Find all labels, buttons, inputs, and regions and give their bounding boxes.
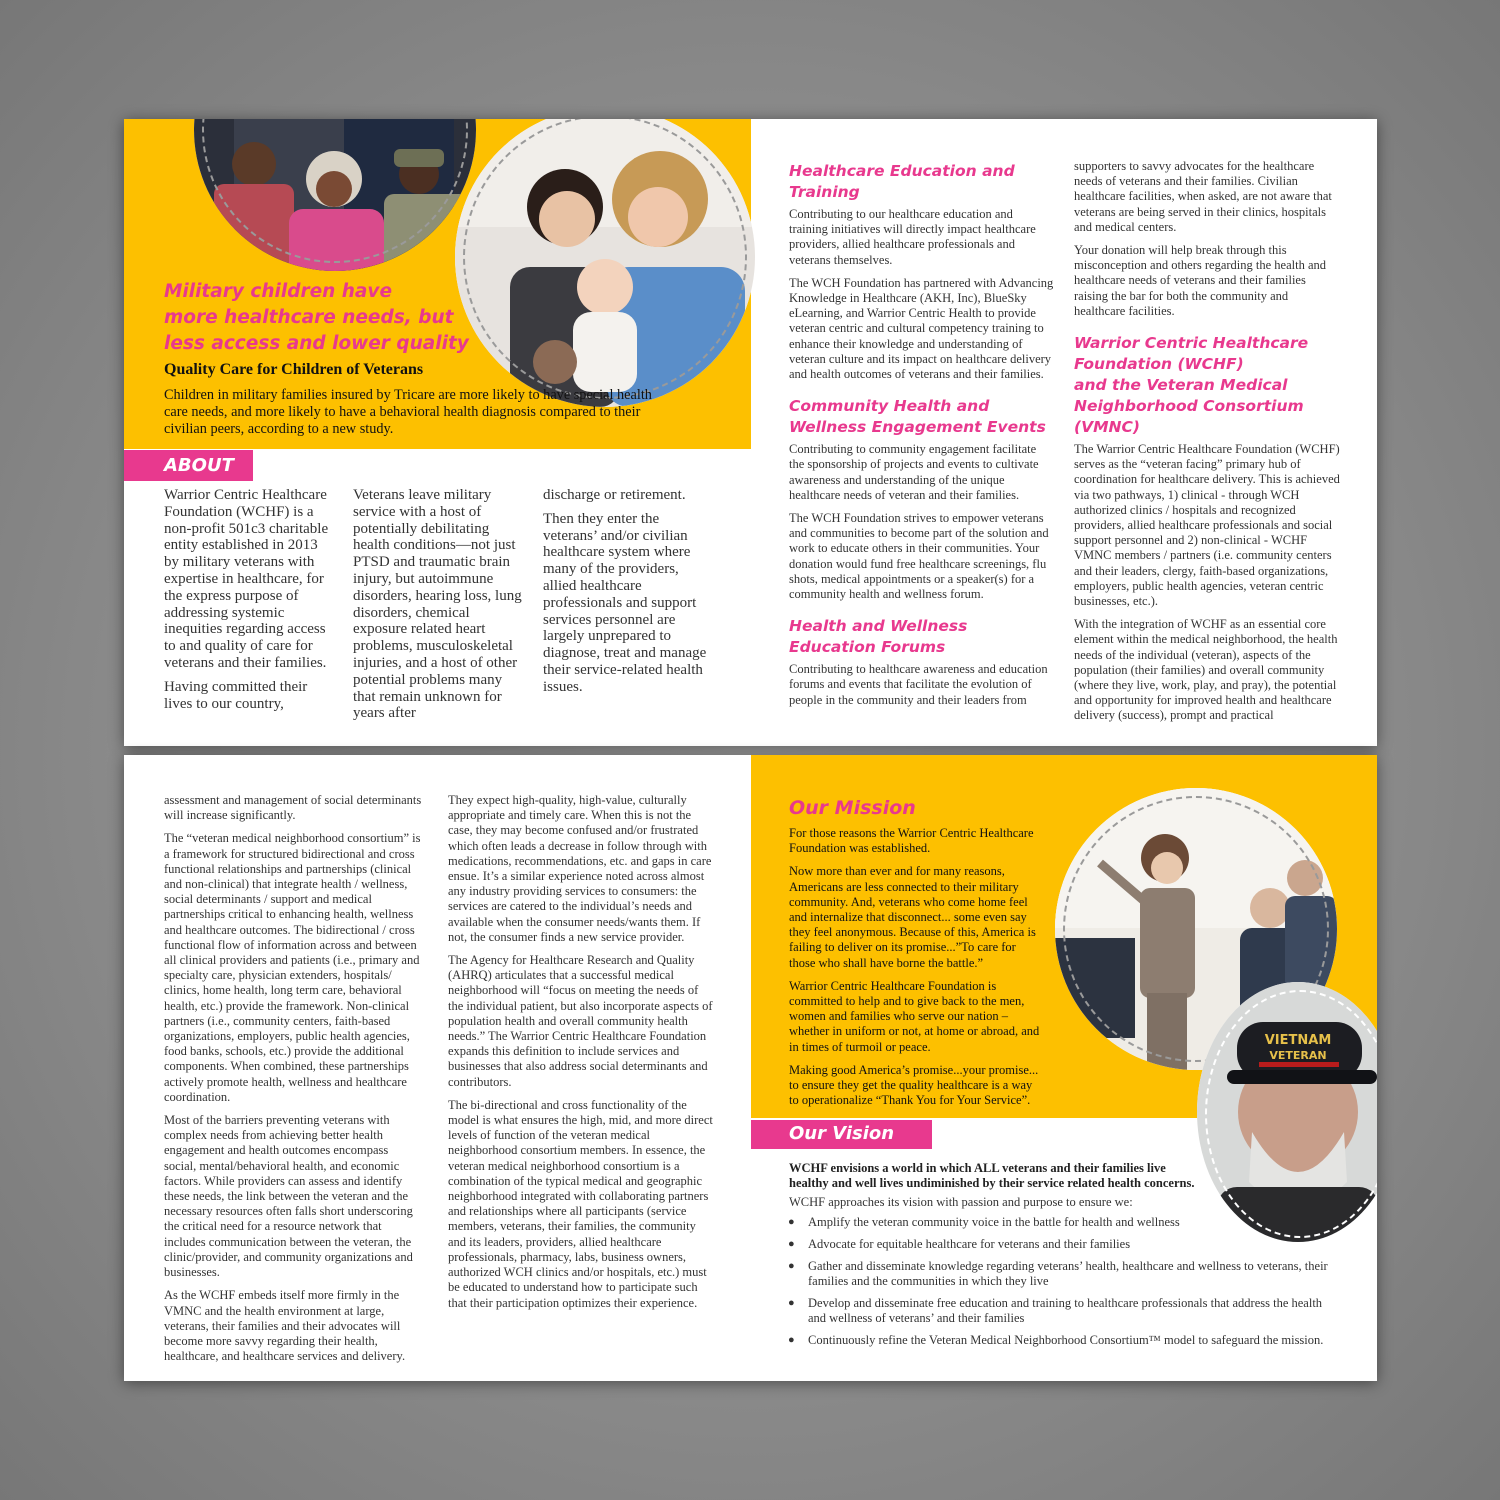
hero-subtitle: Quality Care for Children of Veterans bbox=[164, 361, 424, 378]
wchf-title-line-3: and the Veteran Medical bbox=[1074, 376, 1288, 395]
brochure-outside-spread bbox=[124, 119, 1377, 746]
right-column-b bbox=[1074, 159, 1342, 732]
about-label: ABOUT bbox=[164, 455, 234, 476]
training-title-line-2: Training bbox=[789, 183, 860, 201]
wchf-para-2: With the integration of WCHF as an essential core element within the medical neighborhood, the health needs of the individual (veteran), aspects of the population (their families) and overall community (where they live, work, play, and pray), the potential and opportunity for improved health and healthcare delivery (success), prompt and practical bbox=[1074, 617, 1338, 723]
bottom-col1-para-2: The “veteran medical neighborhood consortium” is a framework for structured bidirectional and cross functional relationships and partnerships (clinical and non-clinical) that integrate health / wellness, social determinants / support and medical partnerships critical to enhancing health, wellness and healthcare outcomes. The bidirectional / cross functional flow of information across and between all clinical providers and patients (i.e., primary and specialty care, physician extenders, hospitals/ clinics, home health, long term care, behavioral health, etc.) provide the framework. Non-clinical partners (i.e., community centers, faith-based organizations, employers, public health agencies, food banks, schools, etc.) provide the additional components. When combined, these partnerships actively promote health, wellness and healthcare coordination. bbox=[164, 831, 421, 1104]
mission-para-4: Making good America’s promise...your promise... to ensure they get the quality healthcare is a way to operationalize “Thank You for Your Service”. bbox=[789, 1062, 1039, 1108]
mission-body bbox=[789, 826, 1044, 1116]
training-section bbox=[789, 161, 1054, 716]
wchf-title-line-1: Warrior Centric Healthcare bbox=[1074, 334, 1309, 353]
bottom-column-2 bbox=[448, 793, 713, 1319]
hero-body: Children in military families insured by Tricare are more likely to have special health care needs, and more likely to have a behavioral health diagnosis compared to their civilian peers, according to a new study. bbox=[164, 387, 652, 437]
wchf-title-line-5: (VMNC) bbox=[1074, 418, 1140, 437]
vision-bullet-list bbox=[784, 1215, 1339, 1355]
vision-title: Our Vision bbox=[789, 1123, 895, 1144]
donation-para-2: Your donation will help break through this misconception and others regarding the health and healthcare needs of veterans and their families raising the bar for both the community and healthcare facilities. bbox=[1074, 243, 1327, 318]
wchf-body bbox=[1074, 442, 1342, 724]
mothers-baby-photo-border bbox=[463, 119, 747, 399]
about-column-3 bbox=[543, 487, 715, 703]
community-title bbox=[789, 396, 1054, 438]
about-column-1 bbox=[164, 487, 329, 719]
hero-headline-line-1: Military children have bbox=[164, 281, 392, 302]
training-title-line-1: Healthcare Education and bbox=[789, 162, 1015, 180]
donation-body bbox=[1074, 159, 1342, 319]
forums-body bbox=[789, 662, 1054, 708]
about-ribbon bbox=[124, 450, 253, 481]
wchf-title-line-2: Foundation (WCHF) bbox=[1074, 355, 1244, 374]
about-col3-para-2: Then they enter the veterans’ and/or civilian healthcare system where many of the providers, allied healthcare professionals and support services personnel are largely unprepared to diagnose, treat and manage their service-related health issues. bbox=[543, 510, 707, 695]
vision-bullet: ● Amplify the veteran community voice in the battle for health and wellness bbox=[784, 1215, 1339, 1230]
training-para-2: The WCH Foundation has partnered with Advancing Knowledge in Healthcare (AKH, Inc), BlueSky eLearning, and Warrior Centric Health to provide veteran centric and cultural competency training to enhance their knowledge and understanding of veteran culture and its impact on healthcare delivery and health outcomes of veterans and their families. bbox=[789, 275, 1054, 382]
hero-headline-line-3: less access and lower quality bbox=[164, 333, 469, 354]
about-col3-para-1: discharge or retirement. bbox=[543, 487, 686, 503]
vision-intro: WCHF approaches its vision with passion and purpose to ensure we: bbox=[789, 1195, 1133, 1209]
about-col2-para-1: Veterans leave military service with a host of potentially debilitating health conditions—not just PTSD and traumatic brain injury, but autoimmune disorders, hearing loss, lung disorders, chemical exposure related heart problems, musculoskeletal injuries, and a host of other potential problems many that remain unknown for years after bbox=[353, 487, 522, 722]
vision-bullet: ● Gather and disseminate knowledge regarding veterans’ health, healthcare and wellness to veterans, their families and the communities in which they live bbox=[784, 1259, 1339, 1289]
wchf-para-1: The Warrior Centric Healthcare Foundation (WCHF) serves as the “veteran facing” primary hub of coordination for healthcare delivery. This is achieved via two pathways, 1) clinical - through WCH authorized clinics / hospitals and recognized providers, allied healthcare professionals and social support personnel and 2) non-clinical - WCHF VMNC members / partners (i.e. community centers and their leaders, clergy, faith-based organizations, employers, public health agencies, veteran centric businesses, etc.). bbox=[1074, 442, 1340, 609]
vision-ribbon bbox=[751, 1120, 932, 1149]
hero-headline-line-2: more healthcare needs, but bbox=[164, 307, 454, 328]
hat-line-1: VIETNAM bbox=[1264, 1033, 1332, 1048]
mission-para-3: Warrior Centric Healthcare Foundation is committed to help and to give back to the men, women and families who serve our nation – whether in uniform or not, at home or abroad, and in times of turmoil or peace. bbox=[789, 978, 1040, 1054]
training-body bbox=[789, 207, 1054, 382]
training-para-1: Contributing to our healthcare education and training initiatives will directly impact healthcare providers, allied healthcare professionals and veterans themselves. bbox=[789, 207, 1036, 267]
bottom-column-1 bbox=[164, 793, 422, 1372]
wchf-title-line-4: Neighborhood Consortium bbox=[1074, 397, 1304, 416]
community-title-line-2: Wellness Engagement Events bbox=[789, 418, 1046, 437]
bottom-col1-para-3: Most of the barriers preventing veterans with complex needs from achieving better health engagement and health outcomes encompass social, mental/behavioral health, and economic factors. While providers can assess and identify these needs, the link between the veteran and the necessary resources often falls short underscoring the critical need for a resource network that includes communication between the veteran, the clinic/provider, and community organizations and businesses. bbox=[164, 1113, 413, 1280]
forums-title bbox=[789, 616, 1054, 658]
mission-para-1: For those reasons the Warrior Centric Healthcare Foundation was established. bbox=[789, 826, 1034, 856]
vision-lead: WCHF envisions a world in which ALL veterans and their families live healthy and well lives undiminished by their service related health concerns. bbox=[789, 1161, 1195, 1190]
forums-para-1: Contributing to healthcare awareness and education forums and events that facilitate the evolution of people in the community and their leaders from bbox=[789, 662, 1048, 707]
community-para-2: The WCH Foundation strives to empower veterans and communities to become part of the solution and work to educate others in their communities. Your donation would fund free healthcare screenings, flu shots, medical appointments or a speaker(s) for a community health and wellness forum. bbox=[789, 511, 1049, 602]
forums-title-line-1: Health and Wellness bbox=[789, 617, 968, 636]
mission-para-2: Now more than ever and for many reasons, Americans are less connected to their military community. And, veterans who come home feel and internalize that disconnect... some even say they feel anonymous. Because of this, America is failing to deliver on its promise...”To care for those who shall have borne the battle.” bbox=[789, 864, 1036, 970]
community-body bbox=[789, 442, 1054, 602]
bottom-col2-para-1: They expect high-quality, high-value, culturally appropriate and timely care. When this is not the case, they may become confused and/or frustrated which often leads a decrease in follow through with medications, recommendations, etc. and gaps in care ensue. It’s a similar experience noted across almost any industry providing services to consumers: the services are catered to the individual’s needs and available when the consumer needs/wants them. If not, the consumer finds a new service provider. bbox=[448, 793, 712, 944]
bottom-col2-para-2: The Agency for Healthcare Research and Quality (AHRQ) articulates that a successful medical neighborhood will “focus on meeting the needs of the individual patient, but also incorporate aspects of population health and overall community health needs.” The Warrior Centric Healthcare Foundation expands this definition to include services and businesses that also address social determinants and contributors. bbox=[448, 953, 713, 1089]
vision-bullet: ● Develop and disseminate free education and training to healthcare professionals that address the health and wellness of veterans’ and their families bbox=[784, 1296, 1339, 1326]
brochure-inside-spread bbox=[124, 755, 1377, 1381]
about-col1-para-1: Warrior Centric Healthcare Foundation (WCHF) is a non-profit 501c3 charitable entity established in 2013 by military veterans with expertise in healthcare, for the express purpose of addressing systemic inequities regarding access to and quality of care for veterans and their families. bbox=[164, 487, 329, 671]
hat-line-2: VETERAN bbox=[1269, 1049, 1327, 1062]
vision-bullet: ● Continuously refine the Veteran Medical Neighborhood Consortium™ model to safeguard the mission. bbox=[784, 1333, 1339, 1348]
wchf-title bbox=[1074, 333, 1342, 438]
community-para-1: Contributing to community engagement facilitate the sponsorship of projects and events to cultivate awareness and understanding of the unique healthcare needs of veteran and their families. bbox=[789, 442, 1039, 502]
bottom-col1-para-4: As the WCHF embeds itself more firmly in the VMNC and the health environment at large, veterans, their families and their advocates will become more savvy regarding their health, healthcare, and healthcare services and delivery. bbox=[164, 1288, 406, 1364]
community-title-line-1: Community Health and bbox=[789, 397, 990, 416]
mission-title: Our Mission bbox=[789, 797, 916, 819]
training-title bbox=[789, 161, 1054, 203]
bottom-col2-para-3: The bi-directional and cross functionality of the model is what ensures the high, mid, and more direct levels of function of the veteran medical neighborhood consortium members. In essence, the veteran medical neighborhood consortium is a combination of the typical medical and geographic neighborhood integrated with collaborating partners and relationships where all participants (service members, veterans, their families, the community and its leaders, providers, allied healthcare professionals, pharmacy, labs, business owners, authorized WCH clinics and/or hospitals, etc.) must be educated to understand how to participate such that their participation optimizes their experience. bbox=[448, 1097, 713, 1310]
donation-para-1: supporters to savvy advocates for the healthcare needs of veterans and their families. Civilian healthcare facilities, when asked, are not aware that veterans are being served in their clinics, hospitals and medical centers. bbox=[1074, 159, 1332, 234]
forums-title-line-2: Education Forums bbox=[789, 638, 946, 657]
bottom-col1-para-1: assessment and management of social determinants will increase significantly. bbox=[164, 793, 422, 823]
hero-headline bbox=[164, 279, 469, 357]
vision-bullet: ● Advocate for equitable healthcare for veterans and their families bbox=[784, 1237, 1339, 1252]
about-col1-para-2: Having committed their lives to our country, bbox=[164, 678, 308, 712]
about-column-2 bbox=[353, 487, 525, 729]
